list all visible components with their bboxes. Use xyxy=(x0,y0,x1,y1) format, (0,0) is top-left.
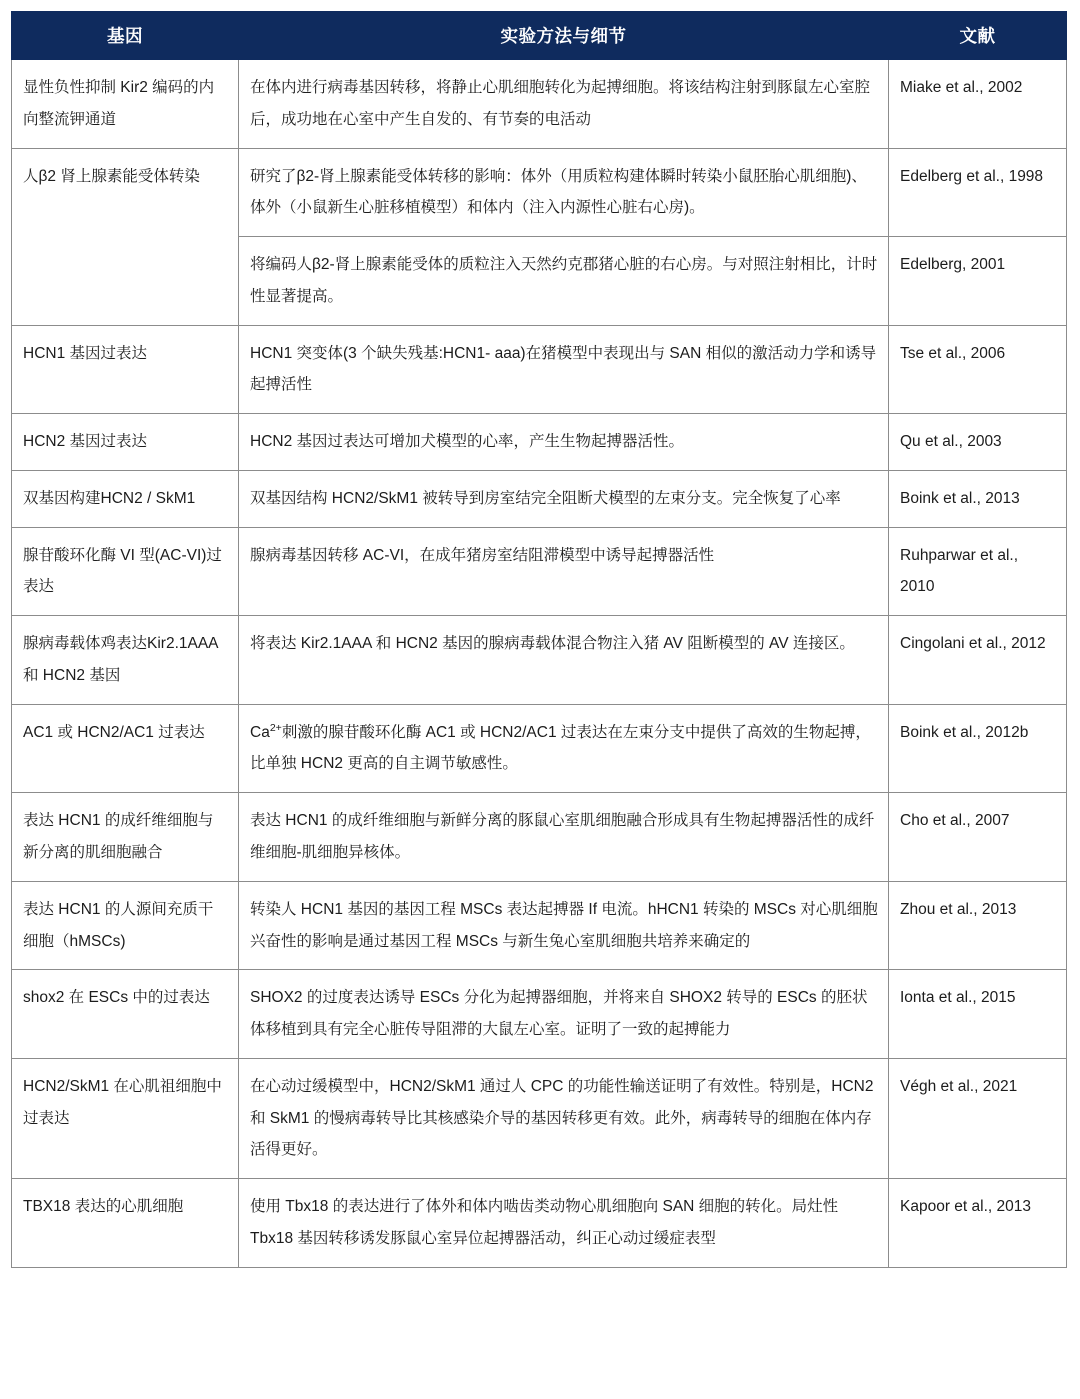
cell-reference: Boink et al., 2012b xyxy=(889,704,1067,793)
cell-gene: 腺病毒载体鸡表达Kir2.1AAA 和 HCN2 基因 xyxy=(12,616,239,705)
cell-gene: 表达 HCN1 的成纤维细胞与新分离的肌细胞融合 xyxy=(12,793,239,882)
cell-reference: Zhou et al., 2013 xyxy=(889,881,1067,970)
column-header-method: 实验方法与细节 xyxy=(239,12,889,60)
cell-reference: Edelberg, 2001 xyxy=(889,237,1067,326)
column-header-reference: 文献 xyxy=(889,12,1067,60)
cell-method: 将表达 Kir2.1AAA 和 HCN2 基因的腺病毒载体混合物注入猪 AV 阻断模型的 AV 连接区。 xyxy=(239,616,889,705)
cell-gene: 腺苷酸环化酶 VI 型(AC-VI)过表达 xyxy=(12,527,239,616)
cell-method: 双基因结构 HCN2/SkM1 被转导到房室结完全阻断犬模型的左束分支。完全恢复了心率 xyxy=(239,470,889,527)
table-row xyxy=(12,704,1067,793)
cell-method: 研究了β2-肾上腺素能受体转移的影响：体外（用质粒构建体瞬时转染小鼠胚胎心肌细胞)、体外（小鼠新生心脏移植模型）和体内（注入内源性心脏右心房)。 xyxy=(239,148,889,237)
table-row xyxy=(12,616,1067,705)
cell-reference: Edelberg et al., 1998 xyxy=(889,148,1067,237)
cell-gene: 表达 HCN1 的人源间充质干细胞（hMSCs) xyxy=(12,881,239,970)
cell-method: HCN2 基因过表达可增加犬模型的心率，产生生物起搏器活性。 xyxy=(239,414,889,471)
cell-gene: 双基因构建HCN2 / SkM1 xyxy=(12,470,239,527)
cell-reference: Miake et al., 2002 xyxy=(889,60,1067,149)
gene-therapy-table xyxy=(11,11,1067,1268)
cell-reference: Ruhparwar et al., 2010 xyxy=(889,527,1067,616)
cell-gene: TBX18 表达的心肌细胞 xyxy=(12,1179,239,1268)
table-row xyxy=(12,414,1067,471)
table-row xyxy=(12,470,1067,527)
cell-method: 转染人 HCN1 基因的基因工程 MSCs 表达起搏器 If 电流。hHCN1 转染的 MSCs 对心肌细胞兴奋性的影响是通过基因工程 MSCs 与新生兔心室肌细胞共培养来确定的 xyxy=(239,881,889,970)
cell-method: 表达 HCN1 的成纤维细胞与新鲜分离的豚鼠心室肌细胞融合形成具有生物起搏器活性的成纤维细胞-肌细胞异核体。 xyxy=(239,793,889,882)
cell-method: 腺病毒基因转移 AC-VI，在成年猪房室结阻滞模型中诱导起搏器活性 xyxy=(239,527,889,616)
table-header xyxy=(12,12,1067,60)
table-row xyxy=(12,793,1067,882)
cell-gene: AC1 或 HCN2/AC1 过表达 xyxy=(12,704,239,793)
cell-gene: shox2 在 ESCs 中的过表达 xyxy=(12,970,239,1059)
table-row xyxy=(12,148,1067,237)
header-row xyxy=(12,12,1067,60)
table-row xyxy=(12,60,1067,149)
cell-method: 在心动过缓模型中，HCN2/SkM1 通过人 CPC 的功能性输送证明了有效性。特别是，HCN2 和 SkM1 的慢病毒转导比其核感染介导的基因转移更有效。此外，病毒转导的细胞在体内存活得更好。 xyxy=(239,1058,889,1178)
table-row xyxy=(12,1058,1067,1178)
cell-method: SHOX2 的过度表达诱导 ESCs 分化为起搏器细胞，并将来自 SHOX2 转导的 ESCs 的胚状体移植到具有完全心脏传导阻滞的大鼠左心室。证明了一致的起搏能力 xyxy=(239,970,889,1059)
column-header-gene: 基因 xyxy=(12,12,239,60)
cell-gene: HCN2 基因过表达 xyxy=(12,414,239,471)
cell-gene: 人β2 肾上腺素能受体转染 xyxy=(12,148,239,325)
cell-reference: Tse et al., 2006 xyxy=(889,325,1067,414)
cell-method: 使用 Tbx18 的表达进行了体外和体内啮齿类动物心肌细胞向 SAN 细胞的转化。局灶性 Tbx18 基因转移诱发豚鼠心室异位起搏器活动，纠正心动过缓症表型 xyxy=(239,1179,889,1268)
cell-reference: Boink et al., 2013 xyxy=(889,470,1067,527)
cell-method: 在体内进行病毒基因转移，将静止心肌细胞转化为起搏细胞。将该结构注射到豚鼠左心室腔后，成功地在心室中产生自发的、有节奏的电活动 xyxy=(239,60,889,149)
cell-gene: HCN2/SkM1 在心肌祖细胞中过表达 xyxy=(12,1058,239,1178)
cell-reference: Kapoor et al., 2013 xyxy=(889,1179,1067,1268)
table-row xyxy=(12,527,1067,616)
superscript-charge: 2+ xyxy=(269,721,282,734)
cell-method: HCN1 突变体(3 个缺失残基:HCN1- aaa)在猪模型中表现出与 SAN 相似的激活动力学和诱导起搏活性 xyxy=(239,325,889,414)
table-body xyxy=(12,60,1067,1268)
cell-method: 将编码人β2-肾上腺素能受体的质粒注入天然约克郡猪心脏的右心房。与对照注射相比，计时性显著提高。 xyxy=(239,237,889,326)
table-row xyxy=(12,325,1067,414)
table-row xyxy=(12,881,1067,970)
cell-reference: Cho et al., 2007 xyxy=(889,793,1067,882)
table-row xyxy=(12,1179,1067,1268)
cell-reference: Qu et al., 2003 xyxy=(889,414,1067,471)
cell-reference: Cingolani et al., 2012 xyxy=(889,616,1067,705)
cell-method: $Ca^{2+}$刺激的腺苷酸环化酶 AC1 或 HCN2/AC1 过表达在左束分支中提供了高效的生物起搏，比单独 HCN2 更高的自主调节敏感性。 xyxy=(239,704,889,793)
cell-reference: Ionta et al., 2015 xyxy=(889,970,1067,1059)
table-row xyxy=(12,970,1067,1059)
cell-reference: Végh et al., 2021 xyxy=(889,1058,1067,1178)
cell-gene: HCN1 基因过表达 xyxy=(12,325,239,414)
cell-gene: 显性负性抑制 Kir2 编码的内向整流钾通道 xyxy=(12,60,239,149)
